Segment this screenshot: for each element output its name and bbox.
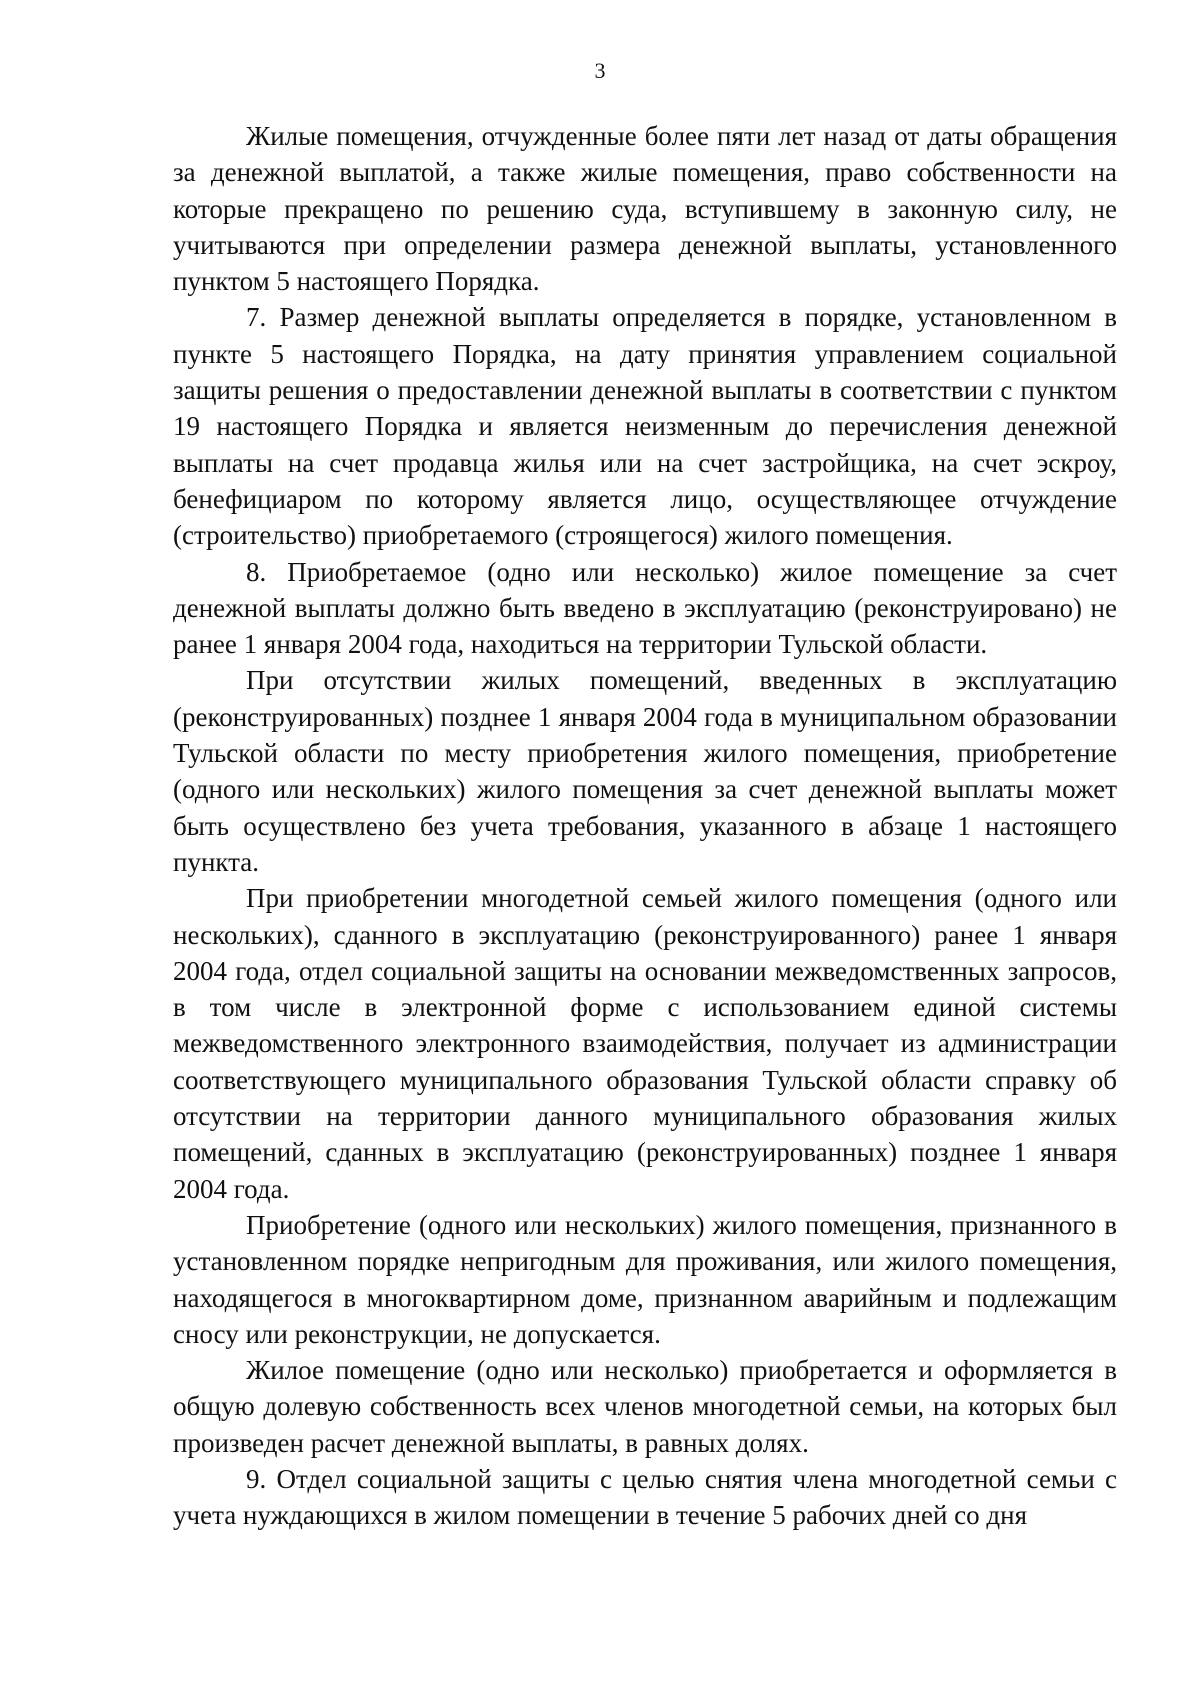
paragraph-item-8-ownership: Жилое помещение (одно или несколько) приобретается и оформляется в общую долевую собственность всех членов многодетной семьи, на которых был произведен расчет денежной выплаты, в равных долях.: [173, 1355, 1117, 1458]
paragraph-item-8-pre-2004: При приобретении многодетной семьей жилого помещения (одного или нескольких), сданного в эксплуатацию (реконструированного) ранее 1 января 2004 года, отдел социальной защиты на основании межведомственных запросов, в том числе в электронной форме с использованием единой системы межведомственного электронного взаимодействия, получает из администрации соответствующего муниципального образования Тульской области справку об отсутствии на территории данного муниципального образования жилых помещений, сданных в эксплуатацию (реконструированных) позднее 1 января 2004 года.: [173, 883, 1117, 1204]
page-number: 3: [594, 58, 606, 83]
paragraph-excluded-dwellings: Жилые помещения, отчужденные более пяти лет назад от даты обращения за денежной выплатой, а также жилые помещения, право собственности на которые прекращено по решению суда, вступившему в законную силу, не учитываются при определении размера денежной выплаты, установленного пунктом 5 настоящего Порядка.: [173, 121, 1117, 297]
paragraph-item-9: 9. Отдел социальной защиты с целью снятия члена многодетной семьи с учета нуждающихся в жилом помещении в течение 5 рабочих дней со дня: [173, 1463, 1117, 1531]
paragraph-item-7: 7. Размер денежной выплаты определяется в порядке, установленном в пункте 5 настоящего Порядка, на дату принятия управлением социальной защиты решения о предоставлении денежной выплаты в соответствии с пунктом 19 настоящего Порядка и является неизменным до перечисления денежной выплаты на счет продавца жилья или на счет застройщика, на счет эскроу, бенефициаром по которому является лицо, осуществляющее отчуждение (строительство) приобретаемого (строящегося) жилого помещения.: [173, 302, 1117, 551]
paragraph-item-8-absence: При отсутствии жилых помещений, введенных в эксплуатацию (реконструированных) позднее 1 января 2004 года в муниципальном образовании Тульской области по месту приобретения жилого помещения, приобретение (одного или нескольких) жилого помещения за счет денежной выплаты может быть осуществлено без учета требования, указанного в абзаце 1 настоящего пункта.: [173, 665, 1117, 877]
document-body: [173, 118, 1117, 1534]
paragraph-item-8-unfit: Приобретение (одного или нескольких) жилого помещения, признанного в установленном порядке непригодным для проживания, или жилого помещения, находящегося в многоквартирном доме, признанном аварийным и подлежащим сносу или реконструкции, не допускается.: [173, 1209, 1117, 1349]
paragraph-item-8: 8. Приобретаемое (одно или несколько) жилое помещение за счет денежной выплаты должно быть введено в эксплуатацию (реконструировано) не ранее 1 января 2004 года, находиться на территории Тульской области.: [173, 556, 1117, 660]
